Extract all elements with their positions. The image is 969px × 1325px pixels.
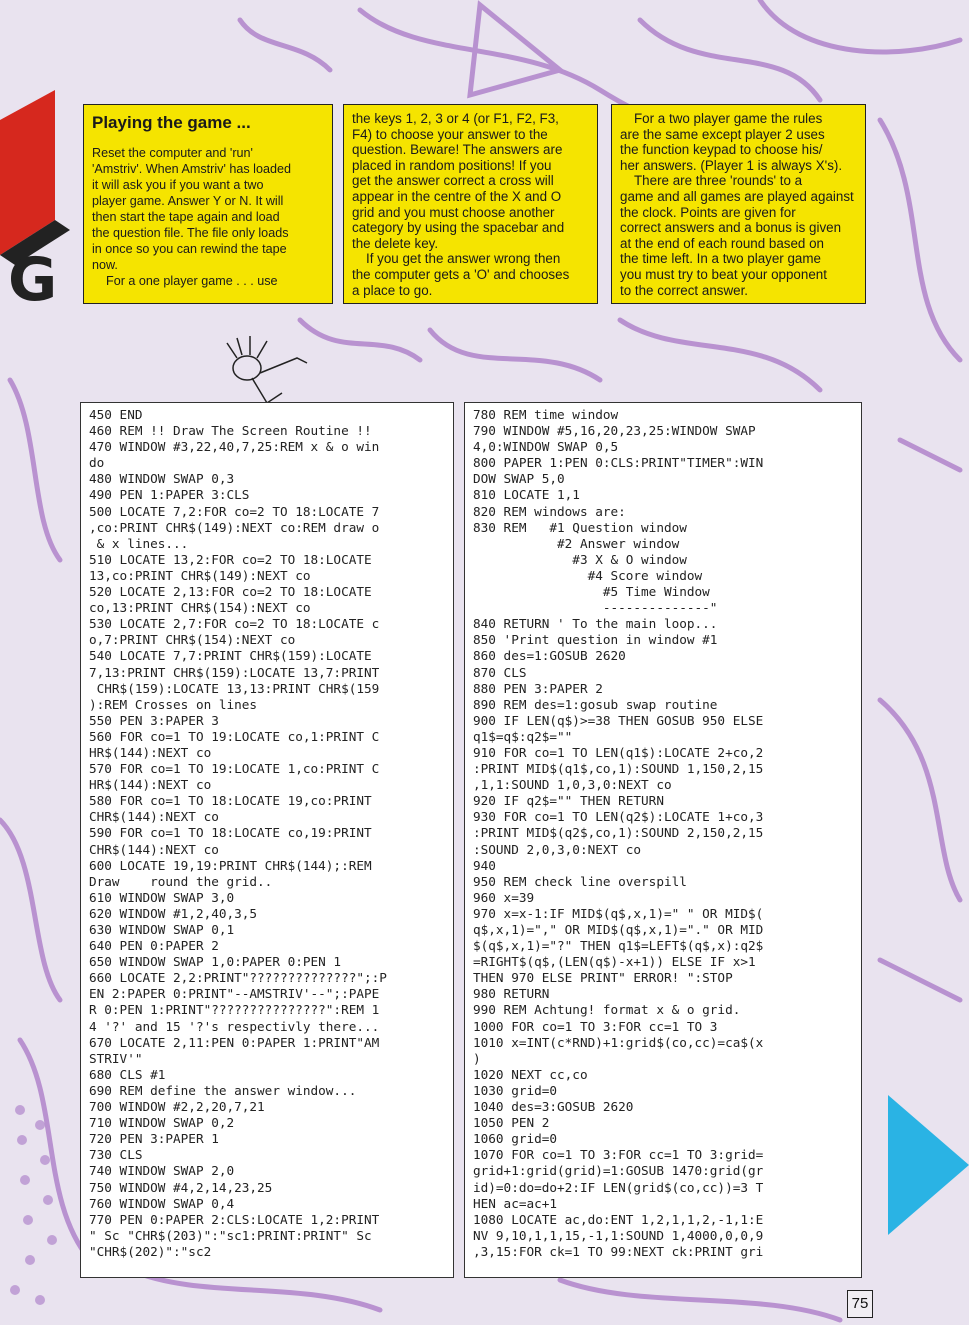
code-line: 950 REM check line overspill [473,873,687,889]
code-line: 470 WINDOW #3,22,40,7,25:REM x & o win [89,439,380,455]
code-line: R 0:PEN 1:PRINT"???????????????":REM 1 [89,1002,380,1018]
code-line: 520 LOCATE 2,13:FOR co=2 TO 18:LOCATE [89,584,372,600]
code-line: 890 REM des=1:gosub swap routine [473,696,718,712]
code-line: 1030 grid=0 [473,1082,558,1098]
code-line: 820 REM windows are: [473,503,626,519]
code-line: CHR$(144):NEXT co [89,809,219,825]
code-line: 1070 FOR co=1 TO 3:FOR cc=1 TO 3:grid= [473,1147,764,1163]
code-line: q1$=q$:q2$="" [473,728,573,744]
code-line: DOW SWAP 5,0 [473,471,565,487]
code-line: 450 END [89,407,143,422]
next-page-arrow-icon [888,1095,969,1235]
code-line: " Sc "CHR$(203)":"sc1:PRINT:PRINT" Sc [89,1227,372,1243]
code-line: 700 WINDOW #2,2,20,7,21 [89,1099,265,1115]
instructions-box-1 [83,104,333,304]
code-line: 670 LOCATE 2,11:PEN 0:PAPER 1:PRINT"AM [89,1034,380,1050]
code-line: 980 RETURN [473,986,550,1002]
code-line: 1080 LOCATE ac,do:ENT 1,2,1,1,2,-1,1:E [473,1211,764,1227]
code-line: HR$(144):NEXT co [89,777,212,793]
code-line: 910 FOR co=1 TO LEN(q1$):LOCATE 2+co,2 [473,744,764,760]
code-line: 970 x=x-1:IF MID$(q$,x,1)=" " OR MID$( [473,905,764,921]
code-line: 1000 FOR co=1 TO 3:FOR cc=1 TO 3 [473,1018,718,1034]
code-line: 13,co:PRINT CHR$(149):NEXT co [89,567,311,583]
svg-text:G: G [8,245,58,310]
code-line: #5 Time Window [473,584,710,600]
code-line: 560 FOR co=1 TO 19:LOCATE co,1:PRINT C [89,728,380,744]
code-line: 730 CLS [89,1147,143,1163]
code-line: 4 '?' and 15 '?'s respectivly there... [89,1018,380,1034]
code-line: 4,0:WINDOW SWAP 0,5 [473,439,619,455]
code-line: THEN 970 ELSE PRINT" ERROR! ":STOP [473,970,733,986]
code-line: 880 PEN 3:PAPER 2 [473,680,603,696]
code-line: 1010 x=INT(c*RND)+1:grid$(co,cc)=ca$(x [473,1034,764,1050]
page-number: 75 [847,1290,873,1318]
code-line: 900 IF LEN(q$)>=38 THEN GOSUB 950 ELSE [473,712,764,728]
code-line: CHR$(144):NEXT co [89,841,219,857]
code-line: 860 des=1:GOSUB 2620 [473,648,626,664]
code-line: HEN ac=ac+1 [473,1195,558,1211]
code-line: 1040 des=3:GOSUB 2620 [473,1099,634,1115]
code-line: 810 LOCATE 1,1 [473,487,580,503]
code-line: o,7:PRINT CHR$(154):NEXT co [89,632,296,648]
code-line: ):REM Crosses on lines [89,696,258,712]
code-line: 920 IF q2$="" THEN RETURN [473,793,664,809]
code-line: STRIV'" [89,1050,143,1066]
code-line: do [89,455,105,471]
code-line: 1060 grid=0 [473,1131,558,1147]
code-line: 960 x=39 [473,889,535,905]
code-line: 630 WINDOW SWAP 0,1 [89,922,235,937]
instructions-text: Reset the computer and 'run' 'Amstriv'. When Amstriv' has loaded it will ask you if you want a two player game. Answer Y or N. It will then start the tape again and load the question file. The file only loads in once so you can rewind the tape now. For a one player game . . . use [92,146,291,288]
code-line: 7,13:PRINT CHR$(159):LOCATE 13,7:PRINT [89,664,380,680]
program-listing-left [80,402,454,1278]
code-line: 830 REM #1 Question window [473,519,687,535]
code-line: ) [473,1050,481,1066]
code-line: 600 LOCATE 19,19:PRINT CHR$(144);:REM [89,857,372,873]
code-line: 680 CLS #1 [89,1066,166,1082]
code-line: 540 LOCATE 7,7:PRINT CHR$(159):LOCATE [89,648,372,664]
code-line: 760 WINDOW SWAP 0,4 [89,1195,235,1211]
code-line: 800 PAPER 1:PEN 0:CLS:PRINT"TIMER":WIN [473,455,764,471]
code-line: :PRINT MID$(q2$,co,1):SOUND 2,150,2,15 [473,825,764,841]
code-line: =RIGHT$(q$,(LEN(q$)-x+1)) ELSE IF x>1 [473,954,756,970]
code-line: :SOUND 2,0,3,0:NEXT co [473,841,642,857]
code-line: Draw round the grid.. [89,873,273,889]
instructions-text: the keys 1, 2, 3 or 4 (or F1, F2, F3, F4) to choose your answer to the question. Beware! The answers are placed in random positions! If you get the answer correct a cross will appear in the centre of the X and O grid and you must choose another category by using the spacebar and the delete key. If you get the answer wrong then the computer gets a 'O' and chooses a place to go. [352,111,570,298]
code-line: ,co:PRINT CHR$(149):NEXT co:REM draw o [89,519,380,535]
code-line: $(q$,x,1)="?" THEN q1$=LEFT$(q$,x):q2$ [473,938,764,954]
code-line: 530 LOCATE 2,7:FOR co=2 TO 18:LOCATE c [89,616,380,632]
code-line: 500 LOCATE 7,2:FOR co=2 TO 18:LOCATE 7 [89,503,380,519]
code-line: 930 FOR co=1 TO LEN(q2$):LOCATE 1+co,3 [473,809,764,825]
code-line: 750 WINDOW #4,2,14,23,25 [89,1179,273,1195]
code-line: 850 'Print question in window #1 [473,632,718,648]
code-line: #2 Answer window [473,535,680,551]
code-line: 490 PEN 1:PAPER 3:CLS [89,487,250,503]
code-line: 510 LOCATE 13,2:FOR co=2 TO 18:LOCATE [89,551,372,567]
code-line: #3 X & O window [473,551,687,567]
code-line: "CHR$(202)":"sc2 [89,1243,212,1259]
code-line: #4 Score window [473,567,703,583]
section-heading: Playing the game ... [92,113,251,132]
code-line: EN 2:PAPER 0:PRINT"--AMSTRIV'--";:PAPE [89,986,380,1002]
code-line: 580 FOR co=1 TO 18:LOCATE 19,co:PRINT [89,793,372,809]
code-line: q$,x,1)="," OR MID$(q$,x,1)="." OR MID [473,922,764,937]
code-line: 690 REM define the answer window... [89,1082,357,1098]
code-line: id)=0:do=do+2:IF LEN(grid$(co,cc))=3 T [473,1179,764,1195]
code-line: ,3,15:FOR ck=1 TO 99:NEXT ck:PRINT gri [473,1243,764,1259]
code-line: ,1,1:SOUND 1,0,3,0:NEXT co [473,777,672,793]
code-line: 550 PEN 3:PAPER 3 [89,712,219,728]
code-line: 480 WINDOW SWAP 0,3 [89,471,235,487]
code-line: 650 WINDOW SWAP 1,0:PAPER 0:PEN 1 [89,954,342,970]
cartoon-character-icon [212,333,312,413]
code-line: grid+1:grid(grid)=1:GOSUB 1470:grid(gr [473,1163,764,1179]
code-line: 740 WINDOW SWAP 2,0 [89,1163,235,1179]
code-line: 990 REM Achtung! format x & o grid. [473,1002,741,1018]
code-line: 620 WINDOW #1,2,40,3,5 [89,905,258,921]
code-line: 610 WINDOW SWAP 3,0 [89,889,235,905]
code-line: 840 RETURN ' To the main loop... [473,616,718,632]
instructions-box-2 [343,104,598,304]
code-line: :PRINT MID$(q1$,co,1):SOUND 1,150,2,15 [473,761,764,777]
code-line: 790 WINDOW #5,16,20,23,25:WINDOW SWAP [473,423,756,439]
code-line: 940 [473,857,496,873]
code-line: 770 PEN 0:PAPER 2:CLS:LOCATE 1,2:PRINT [89,1211,380,1227]
code-line: 590 FOR co=1 TO 18:LOCATE co,19:PRINT [89,825,372,841]
code-line: 870 CLS [473,664,527,680]
instructions-box-3 [611,104,866,304]
code-line: 660 LOCATE 2,2:PRINT"??????????????";:P [89,970,387,986]
code-line: 780 REM time window [473,407,619,422]
code-line: 710 WINDOW SWAP 0,2 [89,1115,235,1131]
code-line: & x lines... [89,535,189,551]
code-line: 460 REM !! Draw The Screen Routine !! [89,423,372,439]
code-line: 720 PEN 3:PAPER 1 [89,1131,219,1147]
program-listing-right [464,402,862,1278]
code-line: 1020 NEXT cc,co [473,1066,588,1082]
code-line: HR$(144):NEXT co [89,744,212,760]
code-line: --------------" [473,600,718,616]
code-line: CHR$(159):LOCATE 13,13:PRINT CHR$(159 [89,680,380,696]
magazine-logo [0,90,70,310]
code-line: 640 PEN 0:PAPER 2 [89,938,219,954]
code-line: NV 9,10,1,1,15,-1,1:SOUND 1,4000,0,0,9 [473,1227,764,1243]
code-line: 1050 PEN 2 [473,1115,550,1131]
code-line: co,13:PRINT CHR$(154):NEXT co [89,600,311,616]
code-line: 570 FOR co=1 TO 19:LOCATE 1,co:PRINT C [89,761,380,777]
instructions-text: For a two player game the rules are the same except player 2 uses the function keypad to choose his/ her answers. (Player 1 is always X's). There are three 'rounds' to a game and all games are played against the clock. Points are given for correct answers and a bonus is given at the end of each round based on the time left. In a two player game you must try to beat your opponent to the correct answer. [620,111,854,298]
